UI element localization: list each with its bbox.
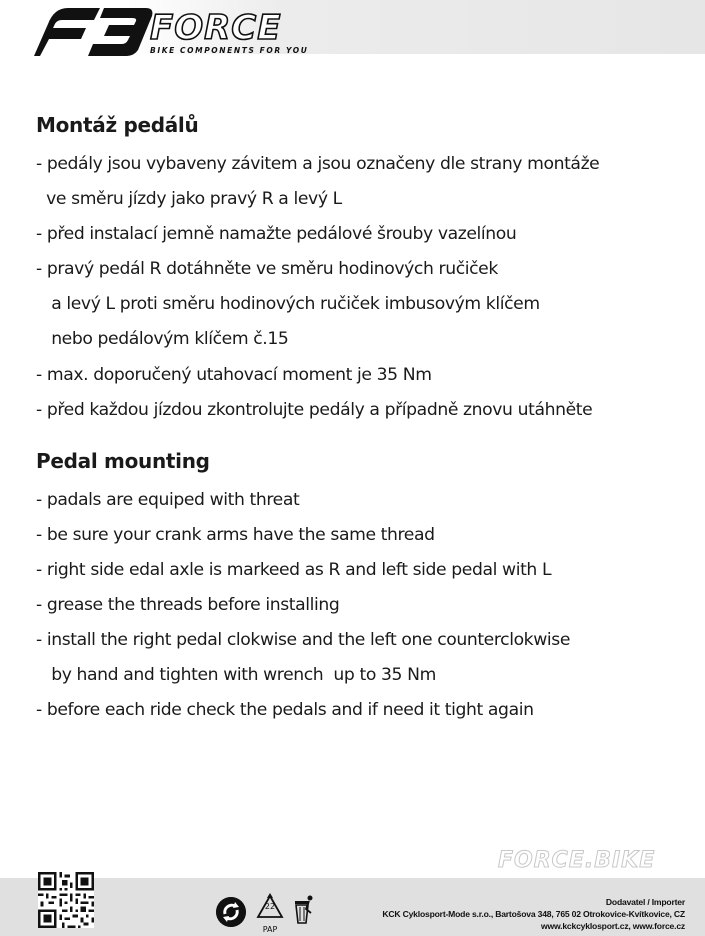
czech-line: - max. doporučený utahovací moment je 35 Nm (36, 364, 432, 385)
english-section-title: Pedal mounting (36, 448, 210, 473)
english-line: by hand and tighten with wrench up to 35 Nm (36, 665, 436, 686)
czech-line: a levý L proti směru hodinových ručiček imbusovým klíčem (36, 294, 540, 315)
english-line: - padals are equiped with threat (36, 489, 300, 510)
brand-tagline: BIKE COMPONENTS FOR YOU (150, 46, 309, 55)
instructions (36, 112, 686, 728)
pap-code-label: PAP (262, 925, 278, 934)
english-line: - be sure your crank arms have the same thread (36, 524, 435, 545)
czech-line: - pedály jsou vybaveny závitem a jsou označeny dle strany montáže (36, 154, 600, 174)
importer-heading: Dodavatel / Importer (605, 897, 685, 907)
czech-section-title: Montáž pedálů (36, 113, 199, 137)
recycle-icon (216, 897, 246, 927)
force-bike-watermark: FORCE.BIKE (498, 848, 656, 873)
czech-line: - pravý pedál R dotáhněte ve směru hodinových ručiček (36, 259, 498, 280)
qr-code-icon (38, 872, 94, 928)
czech-line: - před každou jízdou zkontrolujte pedály a případně znovu utáhněte (36, 399, 593, 420)
trash-bin-icon (290, 893, 316, 929)
importer-address: KCK Cyklosport-Mode s.r.o., Bartošova 348, 765 02 Otrokovice-Kvítkovice, CZ (382, 909, 685, 919)
english-line: - install the right pedal clokwise and the left one counterclokwise (36, 630, 571, 651)
brand-wordmark: FORCE (150, 8, 282, 48)
english-line: - before each ride check the pedals and if need it tight again (36, 700, 534, 721)
importer-web: www.kckcyklosport.cz, www.force.cz (541, 921, 685, 931)
importer-info (382, 896, 685, 932)
english-line: - grease the threads before installing (36, 595, 340, 616)
czech-line: ve směru jízdy jako pravý R a levý L (36, 189, 342, 210)
pap-code-number: 22 (264, 902, 276, 911)
czech-line: nebo pedálovým klíčem č.15 (36, 329, 289, 350)
czech-line: - před instalací jemně namažte pedálové šrouby vazelínou (36, 224, 517, 245)
force-logo-icon (34, 6, 154, 58)
english-line: - right side edal axle is markeed as R and left side pedal with L (36, 559, 552, 580)
